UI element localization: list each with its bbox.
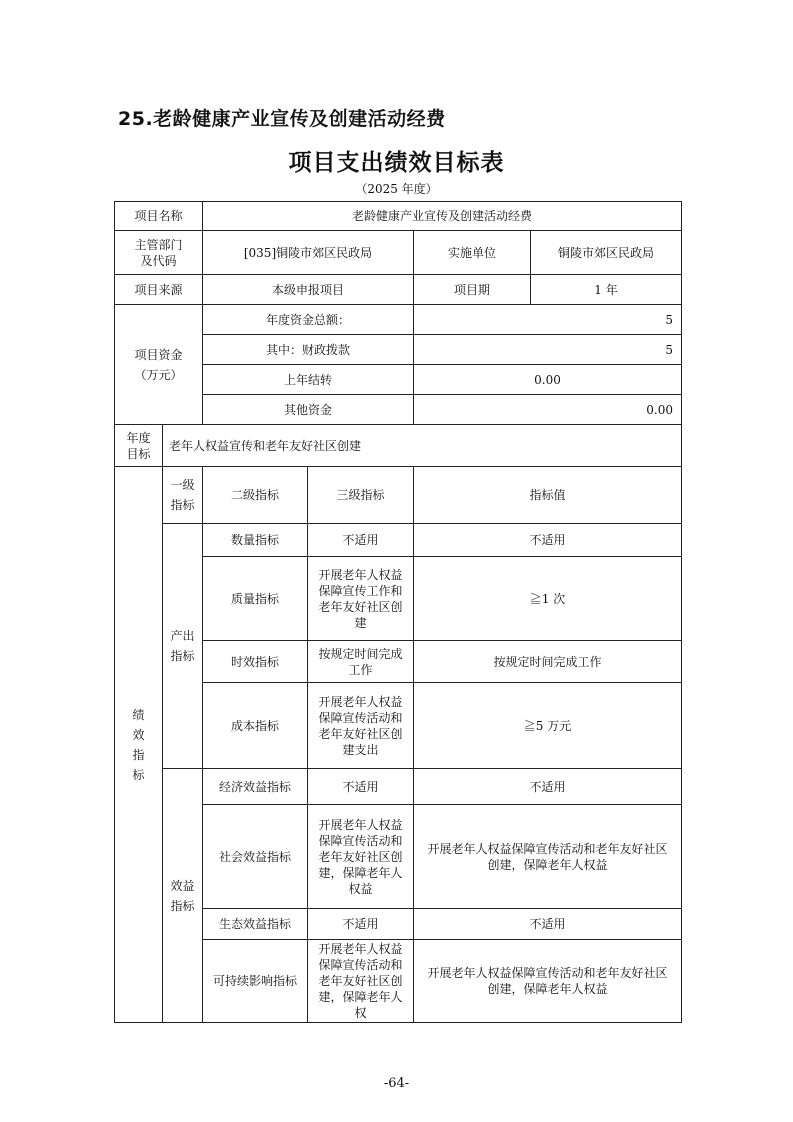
level1-header: 一级指标 — [170, 478, 195, 512]
project-period-value: 1 年 — [594, 282, 618, 297]
quantity-indicator-label: 数量指标 — [230, 533, 279, 547]
funds-other-value: 0.00 — [646, 402, 673, 417]
cost-indicator-value: ≧5 万元 — [523, 718, 572, 733]
annual-goal-value: 老年人权益宣传和老年友好社区创建 — [169, 438, 362, 453]
funds-label-text: 项目资金 — [134, 347, 183, 362]
annual-goal-label — [115, 425, 162, 466]
ecological-indicator-label: 生态效益指标 — [218, 917, 291, 931]
level3-header: 三级指标 — [336, 488, 385, 502]
cost-indicator-detail: 开展老年人权益保障宣传活动和老年友好社区创建支出 — [318, 694, 403, 757]
economic-indicator-label: 经济效益指标 — [218, 779, 291, 794]
table-title: 项目支出绩效目标表 — [288, 150, 505, 176]
funds-total-value: 5 — [665, 312, 673, 327]
page-number: -64- — [383, 1076, 410, 1091]
quantity-indicator-value: 不适用 — [529, 533, 566, 547]
funds-total-label: 年度资金总额： — [265, 312, 350, 327]
timeliness-indicator-label: 时效指标 — [230, 654, 279, 669]
ecological-indicator-detail: 不适用 — [342, 917, 379, 931]
project-source-label: 项目来源 — [134, 282, 183, 297]
output-indicator-label: 产出指标 — [170, 629, 195, 663]
performance-indicator-label: 绩效指标 — [132, 707, 145, 782]
economic-indicator-detail: 不适用 — [342, 779, 379, 794]
project-name-value: 老龄健康产业宣传及创建活动经费 — [351, 209, 532, 223]
effect-indicator-label: 效益指标 — [170, 878, 195, 913]
annual-goal-label-line2: 目标 — [126, 446, 151, 461]
section-heading: 25.老龄健康产业宣传及创建活动经费 — [118, 108, 446, 130]
social-indicator-label: 社会效益指标 — [218, 849, 291, 864]
project-period-label: 项目期 — [453, 282, 490, 297]
indicator-value-header: 指标值 — [529, 488, 566, 502]
funds-fiscal-value: 5 — [665, 342, 673, 357]
social-indicator-value: 开展老年人权益保障宣传活动和老年友好社区创建，保障老年人权益 — [427, 841, 668, 872]
funds-other-label: 其他资金 — [283, 402, 332, 417]
timeliness-indicator-detail: 按规定时间完成工作 — [318, 646, 403, 677]
cost-indicator-label: 成本指标 — [230, 718, 279, 733]
timeliness-indicator-value: 按规定时间完成工作 — [493, 654, 602, 669]
quality-indicator-label: 质量指标 — [230, 591, 279, 606]
annual-goal-label-line1: 年度 — [126, 430, 151, 445]
project-source-value: 本级申报项目 — [271, 282, 344, 297]
department-label: 主管部门及代码 — [134, 237, 183, 268]
quality-indicator-detail: 开展老年人权益保障宣传工作和老年友好社区创建 — [318, 567, 403, 630]
economic-indicator-value: 不适用 — [529, 779, 566, 794]
funds-carryover-value: 0.00 — [534, 372, 561, 387]
funds-carryover-label: 上年结转 — [283, 372, 332, 387]
sustainability-indicator-detail: 开展老年人权益保障宣传活动和老年友好社区创建，保障老年人权 — [318, 942, 403, 1020]
quality-indicator-value: ≧1 次 — [529, 591, 566, 606]
fiscal-year: （2025 年度） — [355, 182, 438, 196]
implementing-unit-value: 铜陵市郊区民政局 — [557, 245, 654, 260]
implementing-unit-label: 实施单位 — [447, 245, 496, 260]
quantity-indicator-detail: 不适用 — [342, 533, 379, 547]
sustainability-indicator-label: 可持续影响指标 — [212, 974, 297, 988]
sustainability-indicator-value: 开展老年人权益保障宣传活动和老年友好社区创建，保障老年人权益 — [427, 966, 668, 996]
funds-unit-text: （万元） — [134, 367, 183, 382]
level2-header: 二级指标 — [230, 488, 279, 502]
project-name-label: 项目名称 — [134, 209, 183, 223]
project-funds-label — [115, 305, 202, 424]
department-value: [035]铜陵市郊区民政局 — [243, 245, 373, 260]
funds-fiscal-label: 其中：财政拨款 — [265, 342, 350, 357]
social-indicator-detail: 开展老年人权益保障宣传活动和老年友好社区创建，保障老年人权益 — [318, 817, 403, 896]
ecological-indicator-value: 不适用 — [529, 917, 566, 931]
